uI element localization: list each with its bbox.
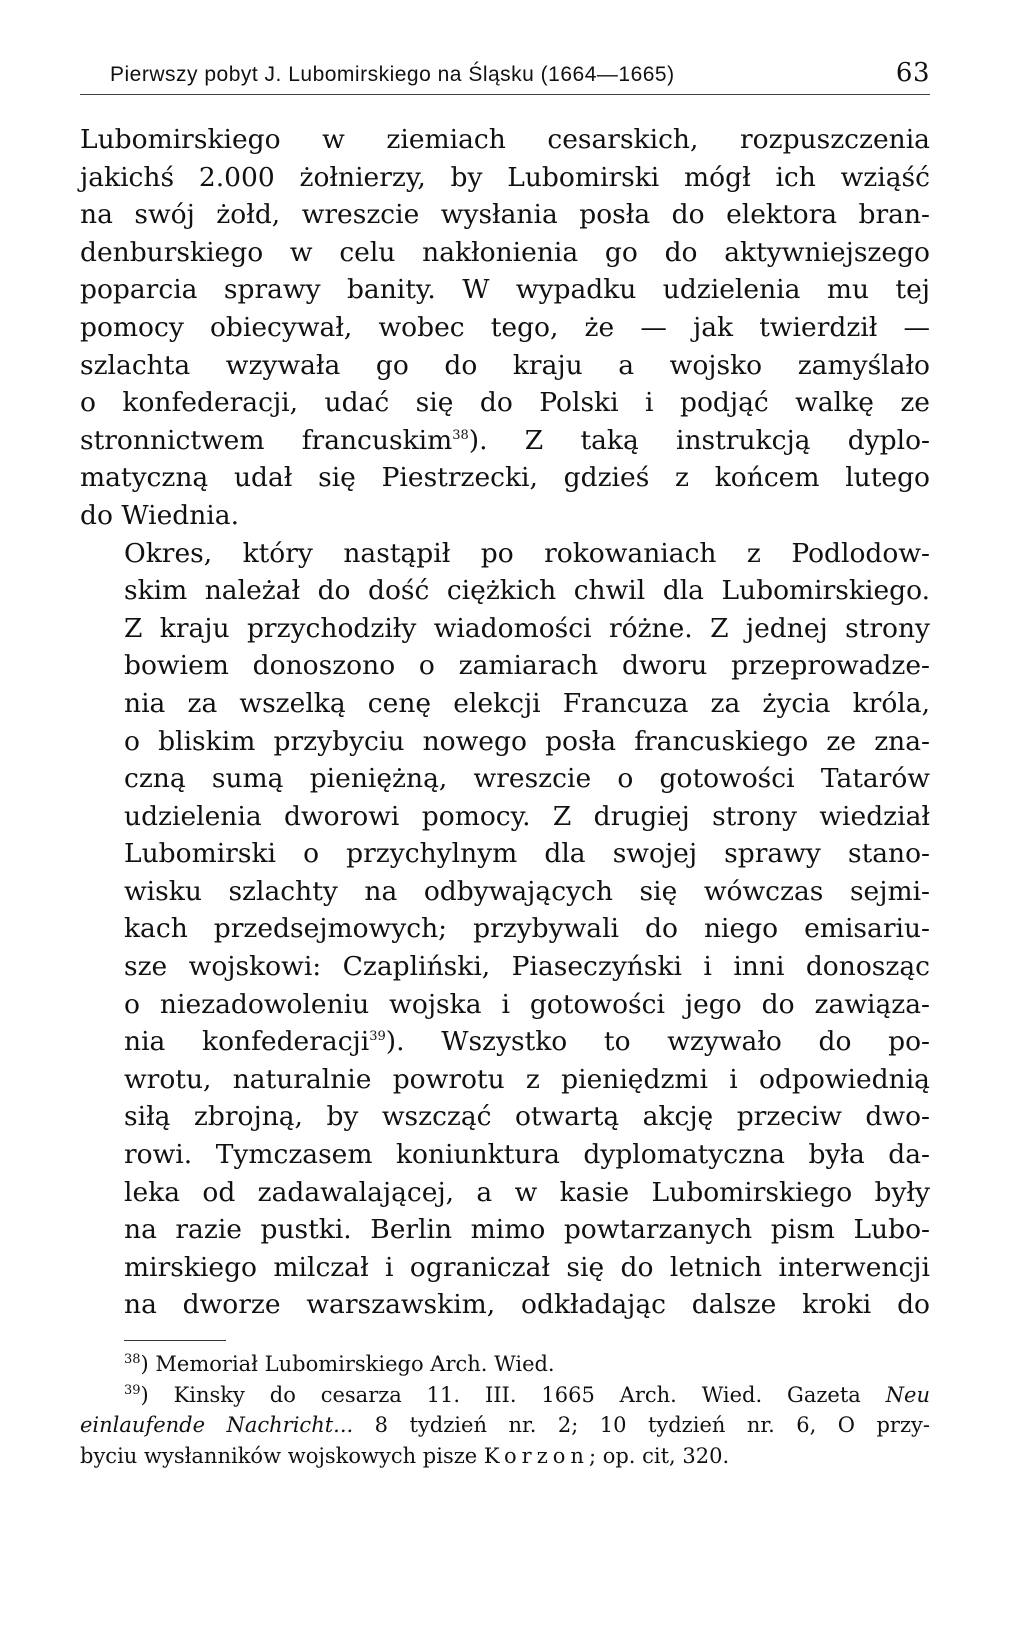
main-text: [80, 121, 930, 1324]
footnotes: [80, 1349, 930, 1471]
text-line: Okres, który nastąpił po rokowaniach z Podlodow-: [124, 537, 930, 569]
text-line: jakichś 2.000 żołnierzy, by Lubomirski mógł ich wziąść: [80, 161, 930, 193]
text-line: do Wiednia.: [80, 499, 239, 531]
text-segment: stronnictwem francuskim: [80, 424, 453, 456]
text-line: na razie pustki. Berlin mimo powtarzanych pism Lubo-: [124, 1214, 930, 1246]
text-line: udzielenia dworowi pomocy. Z drugiej strony wiedział: [124, 800, 930, 832]
footnote-38: [80, 1349, 930, 1380]
running-title: Pierwszy pobyt J. Lubomirskiego na Śląsku (1664—1665): [110, 63, 675, 86]
text-line: poparcia sprawy banity. W wypadku udzielenia mu tej: [80, 274, 930, 306]
text-line: mirskiego milczał i ograniczał się do letnich interwencji: [124, 1251, 930, 1283]
footnote-separator: [124, 1340, 226, 1341]
text-line: na swój żołd, wreszcie wysłania posła do elektora bran-: [80, 199, 930, 231]
text-line: nia za wszelką cenę elekcji Francuza za życia króla,: [124, 687, 930, 719]
running-header: [80, 58, 930, 95]
text-line: szlachta wzywała go do kraju a wojsko zamyślało: [80, 349, 930, 381]
footnote-39-line-2: [80, 1410, 930, 1441]
text-line: siłą zbrojną, by wszcząć otwartą akcję przeciw dwo-: [124, 1101, 930, 1133]
footnote-text: ) Kinsky do cesarza 11. III. 1665 Arch. Wied. Gazeta: [140, 1382, 861, 1407]
text-line: pomocy obiecywał, wobec tego, że — jak twierdził —: [80, 311, 930, 343]
text-line: rowi. Tymczasem koniunktura dyplomatyczna była da-: [124, 1139, 930, 1171]
text-segment: nia konfederacji: [124, 1026, 370, 1058]
text-segment: ). Z taką instrukcją dyplo-: [468, 424, 930, 456]
text-line: bowiem donoszono o zamiarach dworu przeprowadze-: [124, 650, 930, 682]
text-line: leka od zadawalającej, a w kasie Lubomirskiego były: [124, 1176, 930, 1208]
text-line-with-footnote: [80, 1023, 930, 1061]
footnote-ref-39: 39: [369, 1029, 386, 1045]
page-number: 63: [895, 58, 930, 88]
text-line: kach przedsejmowych; przybywali do niego emisariu-: [124, 913, 930, 945]
text-line: Lubomirskiego w ziemiach cesarskich, rozpuszczenia: [80, 124, 930, 155]
text-line: o bliskim przybyciu nowego posła francuskiego ze zna-: [124, 725, 930, 757]
footnote-text: byciu wysłanników wojskowych pisze: [80, 1443, 478, 1468]
text-line-with-footnote: [80, 422, 930, 460]
text-line: skim należał do dość ciężkich chwil dla Lubomirskiego.: [124, 575, 930, 607]
text-line: wrotu, naturalnie powrotu z pieniędzmi i odpowiednią: [124, 1063, 930, 1095]
text-line: matyczną udał się Piestrzecki, gdzieś z końcem lutego: [80, 462, 930, 494]
footnote-author: Korzon: [483, 1443, 589, 1468]
footnote-39-line-3: [80, 1441, 930, 1472]
footnote-text: 8 tydzień nr. 2; 10 tydzień nr. 6, O przy-: [353, 1413, 930, 1437]
footnote-italic: einlaufende Nachricht...: [80, 1413, 354, 1437]
text-segment: ). Wszystko to wzywało do po-: [385, 1026, 930, 1058]
footnote-ref-38: 38: [452, 427, 469, 443]
text-line: denburskiego w celu nakłonienia go do aktywniejszego: [80, 236, 930, 268]
text-line: o niezadowoleniu wojska i gotowości jego do zawiąza-: [124, 988, 930, 1020]
footnote-italic: Neu: [885, 1382, 930, 1407]
text-line: o konfederacji, udać się do Polski i podjąć walkę ze: [80, 387, 930, 419]
text-line: czną sumą pieniężną, wreszcie o gotowości Tatarów: [124, 763, 930, 795]
footnote-number: 38: [124, 1352, 141, 1367]
text-line: wisku szlachty na odbywających się wówczas sejmi-: [124, 875, 930, 907]
text-line: sze wojskowi: Czapliński, Piaseczyński i inni donosząc: [124, 951, 930, 983]
footnote-text: ) Memoriał Lubomirskiego Arch. Wied.: [140, 1352, 555, 1376]
footnote-number: 39: [124, 1382, 141, 1398]
document-page: [80, 58, 930, 1471]
footnote-39-line-1: [80, 1380, 930, 1411]
text-line: Lubomirski o przychylnym dla swojej sprawy stano-: [124, 838, 930, 870]
text-line: na dworze warszawskim, odkładając dalsze kroki do: [124, 1289, 930, 1321]
text-line: Z kraju przychodziły wiadomości różne. Z jednej strony: [124, 612, 930, 644]
paragraph-1: [80, 121, 930, 535]
footnote-text: ; op. cit, 320.: [588, 1443, 730, 1468]
paragraph-2: [80, 535, 930, 1324]
